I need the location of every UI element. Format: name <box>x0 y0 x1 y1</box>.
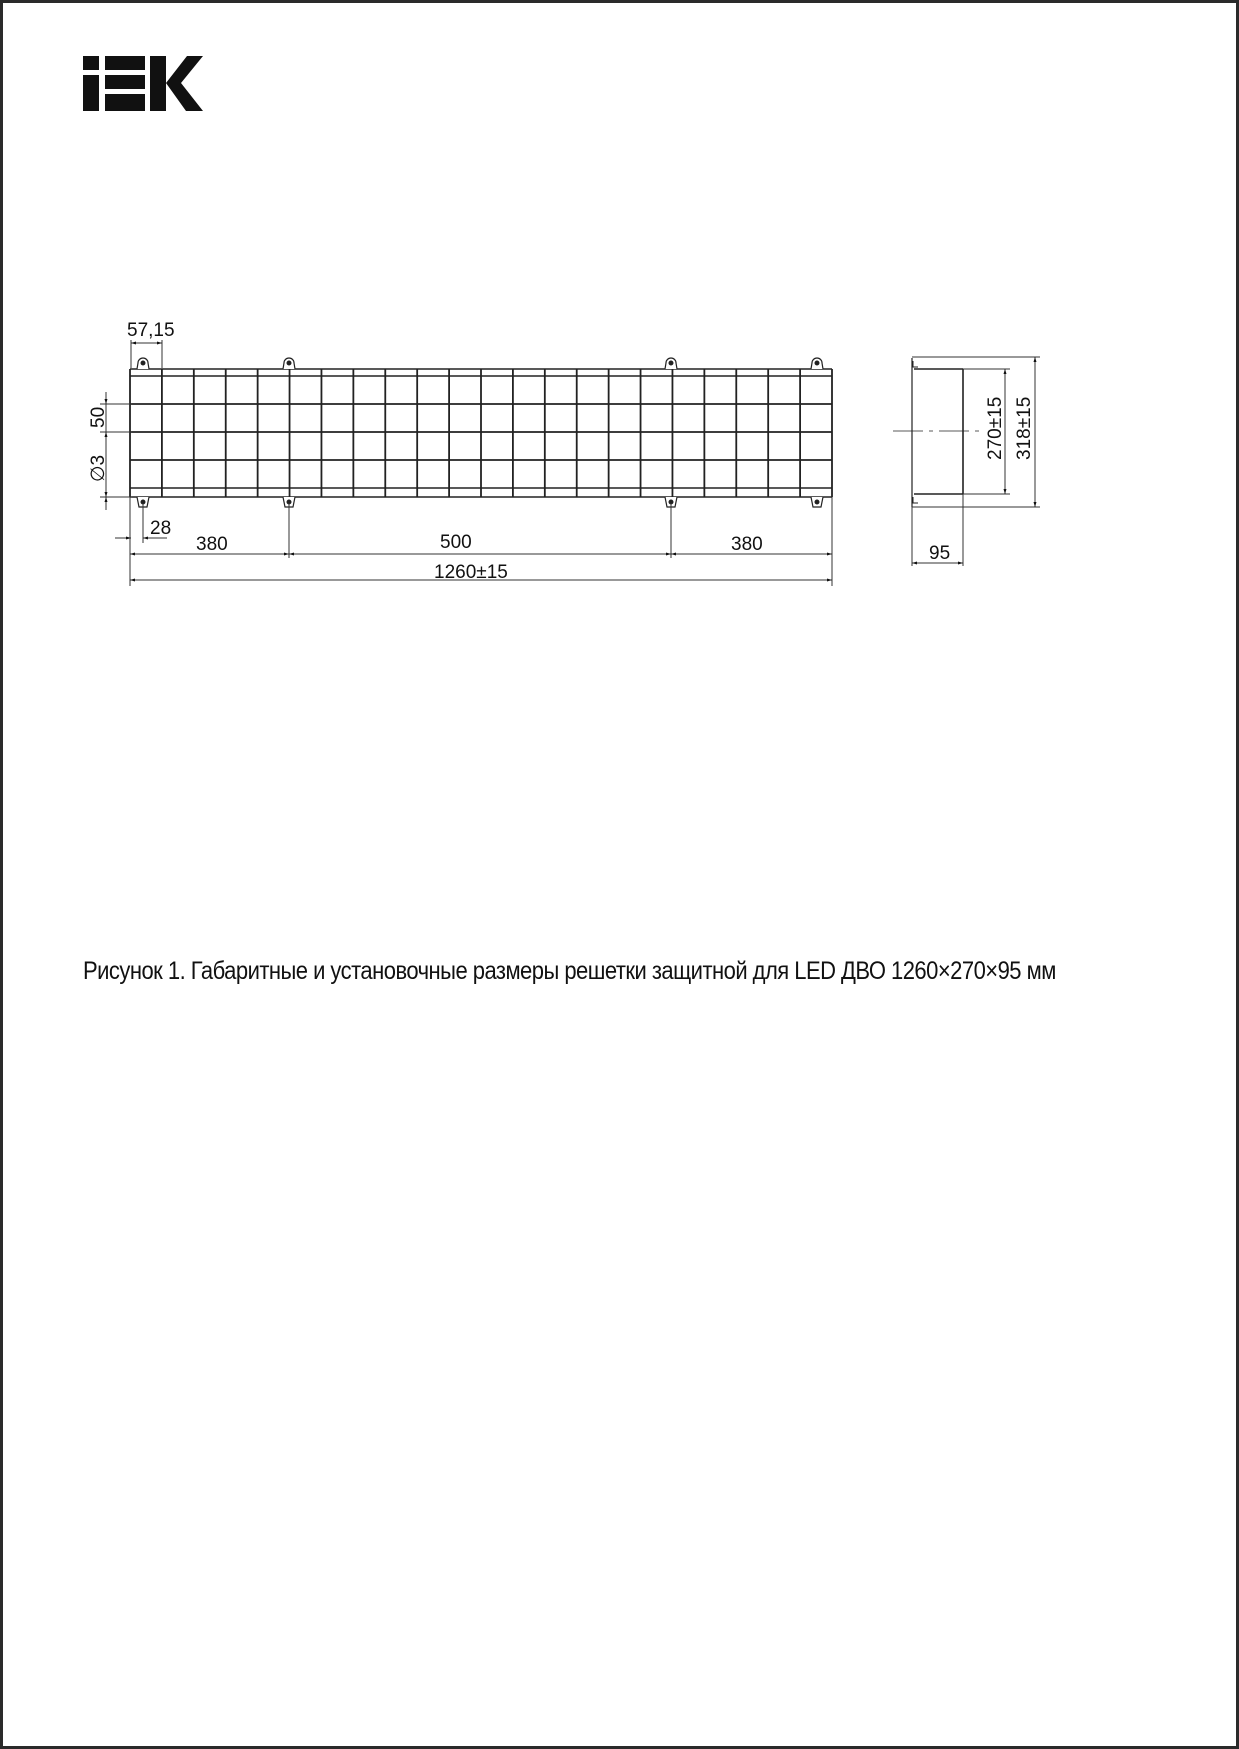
label-inner-height: 270±15 <box>985 396 1006 460</box>
label-overall-height: 318±15 <box>1014 396 1035 460</box>
label-depth: 95 <box>929 543 951 564</box>
side-bottom-hook <box>913 497 918 503</box>
technical-drawing <box>0 0 1239 700</box>
lug-hole <box>141 361 145 365</box>
label-mount-center: 500 <box>440 532 472 553</box>
lug-hole <box>815 361 819 365</box>
side-view <box>893 358 980 507</box>
label-overall-length: 1260±15 <box>434 562 508 583</box>
label-lug-offset: 28 <box>150 518 172 539</box>
lug-hole <box>815 500 819 504</box>
label-cell-width: 57,15 <box>127 320 175 341</box>
side-dimensions <box>912 357 1040 566</box>
figure-caption: Рисунок 1. Габаритные и установочные размеры решетки защитной для LED ДВО 1260×270×95 мм <box>83 957 1056 985</box>
side-top-hook <box>913 361 918 367</box>
label-cell-height: 50 <box>88 406 109 428</box>
label-wire-diameter: ∅3 <box>88 454 109 482</box>
grid-vertical-wires <box>130 369 832 497</box>
front-dimension-labels <box>88 320 763 583</box>
lug-hole <box>287 361 291 365</box>
label-mount-right: 380 <box>731 534 763 555</box>
lug-hole <box>669 361 673 365</box>
front-view <box>130 358 832 507</box>
label-mount-left: 380 <box>196 534 228 555</box>
side-dimension-labels <box>929 397 1035 564</box>
